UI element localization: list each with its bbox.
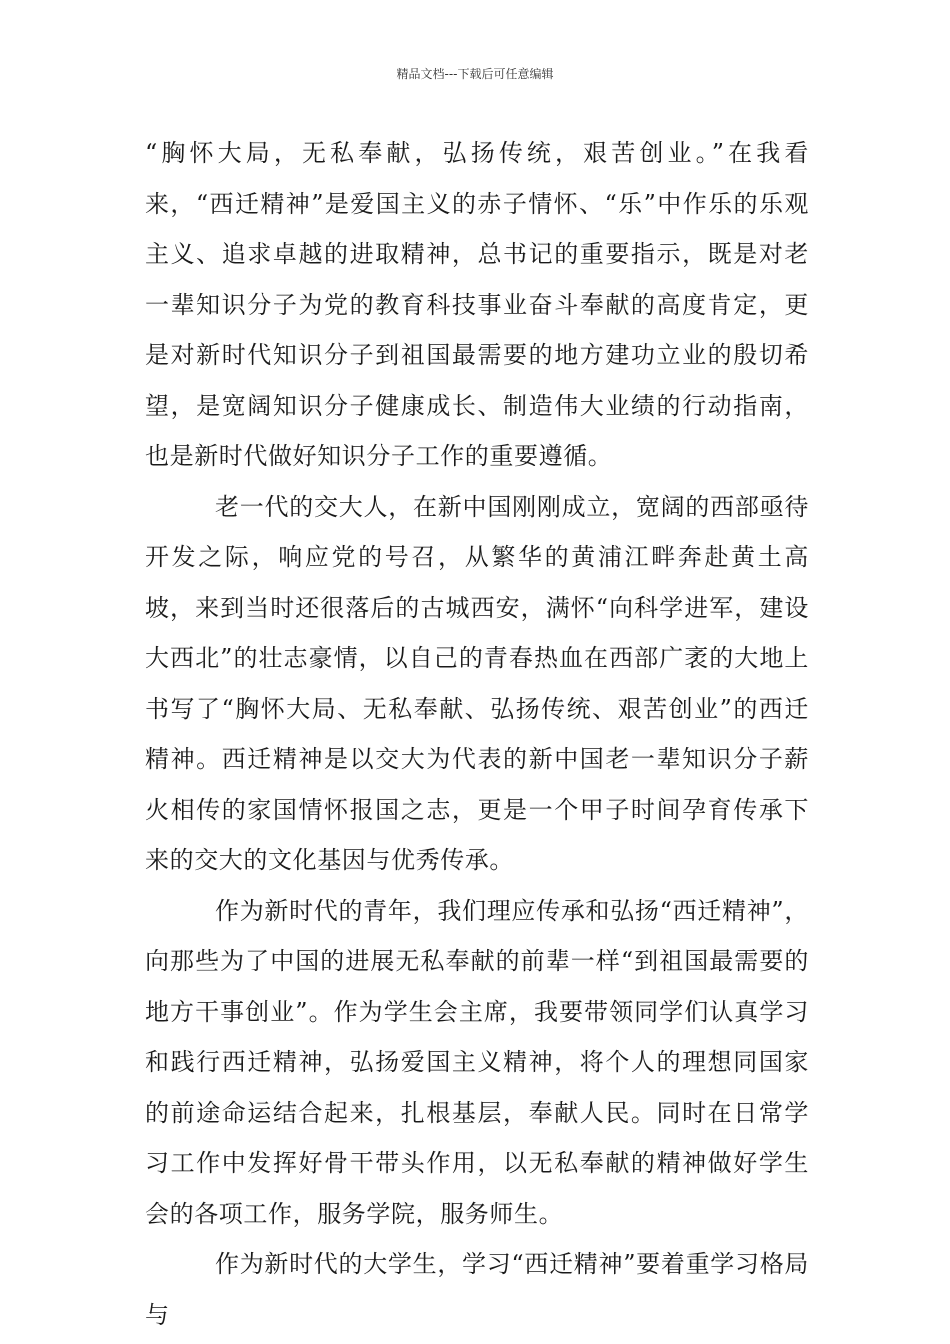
page-header: 精品文档---下载后可任意编辑 <box>396 67 554 81</box>
paragraph-4: 作为新时代的大学生，学习“西迁精神”要着重学习格局与 <box>145 1250 809 1329</box>
document-body <box>145 128 809 1340</box>
paragraph-1: “胸怀大局，无私奉献，弘扬传统，艰苦创业。”在我看来，“西迁精神”是爱国主义的赤子情怀、“乐”中作乐的乐观主义、追求卓越的进取精神，总书记的重要指示，既是对老一辈知识分子为党的教育科技事业奋斗奉献的高度肯定，更是对新时代知识分子到祖国最需要的地方建功立业的殷切希望，是宽阔知识分子健康成长、制造伟大业绩的行动指南，也是新时代做好知识分子工作的重要遵循。 <box>145 139 809 470</box>
paragraph-2: 老一代的交大人，在新中国刚刚成立，宽阔的西部亟待开发之际，响应党的号召，从繁华的黄浦江畔奔赴黄土高坡，来到当时还很落后的古城西安，满怀“向科学进军，建设大西北”的壮志豪情，以自己的青春热血在西部广袤的大地上书写了“胸怀大局、无私奉献、弘扬传统、艰苦创业”的西迁精神。西迁精神是以交大为代表的新中国老一辈知识分子薪火相传的家国情怀报国之志，更是一个甲子时间孕育传承下来的交大的文化基因与优秀传承。 <box>145 492 809 874</box>
paragraph-3: 作为新时代的青年，我们理应传承和弘扬“西迁精神”，向那些为了中国的进展无私奉献的前辈一样“到祖国最需要的地方干事创业”。作为学生会主席，我要带领同学们认真学习和践行西迁精神，弘扬爱国主义精神，将个人的理想同国家的前途命运结合起来，扎根基层，奉献人民。同时在日常学习工作中发挥好骨干带头作用，以无私奉献的精神做好学生会的各项工作，服务学院，服务师生。 <box>145 896 809 1228</box>
